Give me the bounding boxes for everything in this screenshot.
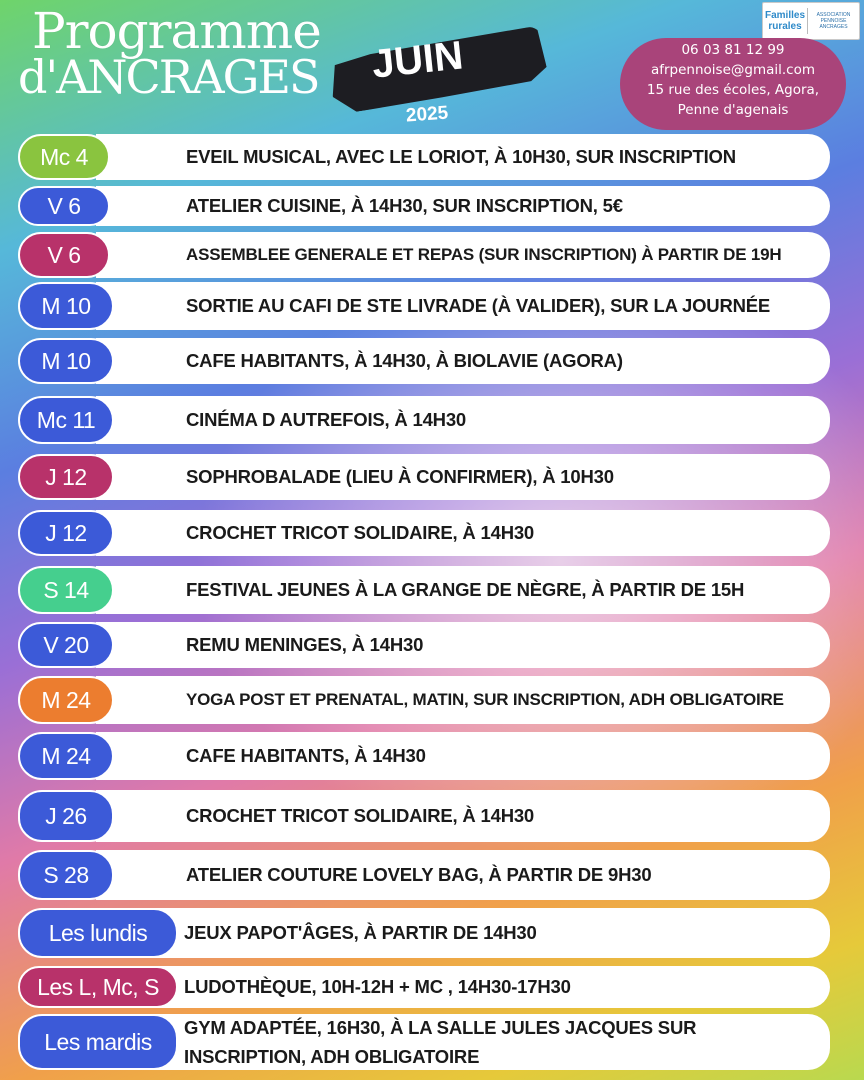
event-row [18,134,830,180]
event-text: JEUX PAPOT'ÂGES, À PARTIR DE 14H30 [184,922,537,943]
event-row [18,338,830,384]
month-label: JUIN [369,33,466,87]
event-row [18,510,830,556]
event-row [18,396,830,444]
event-day-pill: M 24 [18,676,114,724]
event-row [18,790,830,842]
event-day-pill: Les L, Mc, S [18,966,178,1008]
contact-email: afrpennoise@gmail.com [650,62,816,78]
event-day-pill: M 24 [18,732,114,780]
event-day-pill: M 10 [18,338,114,384]
association-logo [762,2,860,40]
event-row [18,622,830,668]
event-text: CROCHET TRICOT SOLIDAIRE, À 14H30 [186,805,535,826]
event-text: EVEIL MUSICAL, AVEC LE LORIOT, À 10H30, SUR INSCRIPTION [186,146,736,167]
event-day-pill: M 10 [18,282,114,330]
event-row [18,676,830,724]
logo-familles-rurales: Familles rurales [764,10,806,32]
event-row [18,1014,830,1070]
event-day-pill: S 28 [18,850,114,900]
contact-phone: 06 03 81 12 99 [681,42,785,58]
event-row [18,850,830,900]
title-block [18,2,378,112]
event-text: ATELIER COUTURE LOVELY BAG, À PARTIR DE 9H30 [186,864,652,885]
event-day-pill: J 26 [18,790,114,842]
event-text: ATELIER CUISINE, À 14H30, SUR INSCRIPTION, 5€ [186,195,623,216]
contact-address-2: Penne d'agenais [677,102,789,118]
event-text: CAFE HABITANTS, À 14H30, À BIOLAVIE (AGORA) [186,350,623,371]
event-day-pill: Mc 4 [18,134,110,180]
event-day-pill: V 20 [18,622,114,668]
event-text: CROCHET TRICOT SOLIDAIRE, À 14H30 [186,522,535,543]
logo-ancrages: ASSOCIATION PENNOISE ANCRAGES [816,12,851,30]
event-text: FESTIVAL JEUNES À LA GRANGE DE NÈGRE, À PARTIR DE 15H [186,579,745,600]
event-row [18,186,830,226]
event-text: SOPHROBALADE (LIEU À CONFIRMER), À 10H30 [186,466,614,487]
event-day-pill: S 14 [18,566,114,614]
title-line-1: Programme [32,2,321,60]
title-line-2: d'ANCRAGES [18,50,319,104]
event-row [18,454,830,500]
contact-card [620,38,846,130]
contact-address-1: 15 rue des écoles, Agora, [646,82,820,98]
event-day-pill: V 6 [18,232,110,278]
event-day-pill: V 6 [18,186,110,226]
event-text: YOGA POST ET PRENATAL, MATIN, SUR INSCRIPTION, ADH OBLIGATOIRE [186,690,784,709]
event-text: SORTIE AU CAFI DE STE LIVRADE (À VALIDER), SUR LA JOURNÉE [186,295,771,316]
event-day-pill: Les mardis [18,1014,178,1070]
event-row [18,282,830,330]
event-day-pill: J 12 [18,454,114,500]
event-text: CAFE HABITANTS, À 14H30 [186,745,426,766]
year-label: 2025 [405,102,449,127]
event-row [18,966,830,1008]
event-text: GYM ADAPTÉE, 16H30, À LA SALLE JULES JACQUES SUR INSCRIPTION, ADH OBLIGATOIRE [184,1017,697,1067]
event-text: LUDOTHÈQUE, 10H-12H + MC , 14H30-17H30 [184,976,571,997]
event-day-pill: Les lundis [18,908,178,958]
event-text: REMU MENINGES, À 14H30 [186,634,424,655]
event-day-pill: J 12 [18,510,114,556]
event-day-pill: Mc 11 [18,396,114,444]
event-row [18,232,830,278]
event-text: ASSEMBLEE GENERALE ET REPAS (SUR INSCRIPTION) À PARTIR DE 19H [186,245,782,264]
event-row [18,908,830,958]
event-row [18,732,830,780]
event-row [18,566,830,614]
event-text: CINÉMA D AUTREFOIS, À 14H30 [186,409,467,430]
